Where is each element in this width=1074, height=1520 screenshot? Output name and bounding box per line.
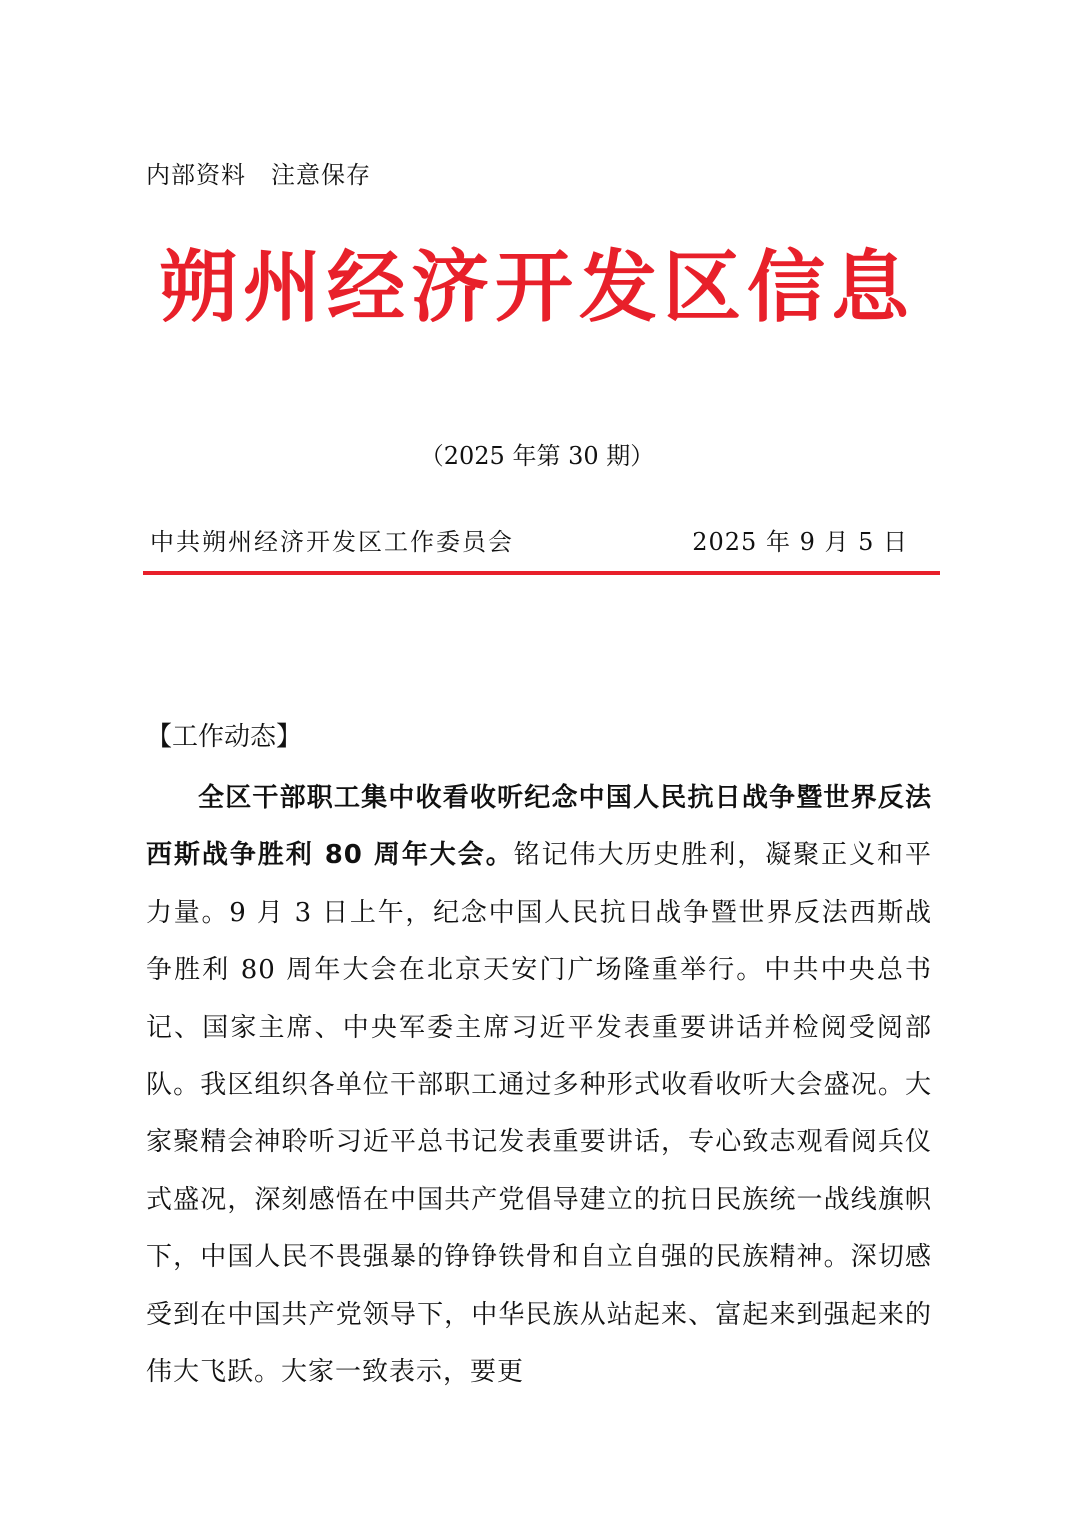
article-lead: 全区干部职工集中收看收听纪念中国人民抗日战争暨世界反法西斯战争胜利 80 周年大会。	[146, 783, 932, 871]
issue-date: 2025 年 9 月 5 日	[692, 528, 908, 556]
article-paragraph	[146, 770, 932, 1401]
masthead-title: 朔州经济开发区信息	[158, 243, 915, 333]
section-heading: 【工作动态】	[146, 722, 303, 752]
issuing-organization: 中共朔州经济开发区工作委员会	[150, 528, 514, 556]
article-body	[146, 770, 932, 1401]
confidentiality-notice: 内部资料 注意保存	[146, 161, 371, 189]
red-divider-line	[143, 571, 940, 575]
issue-number: （2025 年第 30 期）	[419, 442, 655, 470]
article-text: 铭记伟大历史胜利，凝聚正义和平力量。9 月 3 日上午，纪念中国人民抗日战争暨世界反法西斯战争胜利 80 周年大会在北京天安门广场隆重举行。中共中央总书记、国家主席、中央军委主席习近平发表重要讲话并检阅受阅部队。我区组织各单位干部职工通过多种形式收看收听大会盛况。大家聚精会神聆听习近平总书记发表重要讲话，专心致志观看阅兵仪式盛况，深刻感悟在中国共产党倡导建立的抗日民族统一战线旗帜下，中国人民不畏强暴的铮铮铁骨和自立自强的民族精神。深切感受到在中国共产党领导下，中华民族从站起来、富起来到强起来的伟大飞跃。大家一致表示，要更	[146, 840, 932, 1388]
